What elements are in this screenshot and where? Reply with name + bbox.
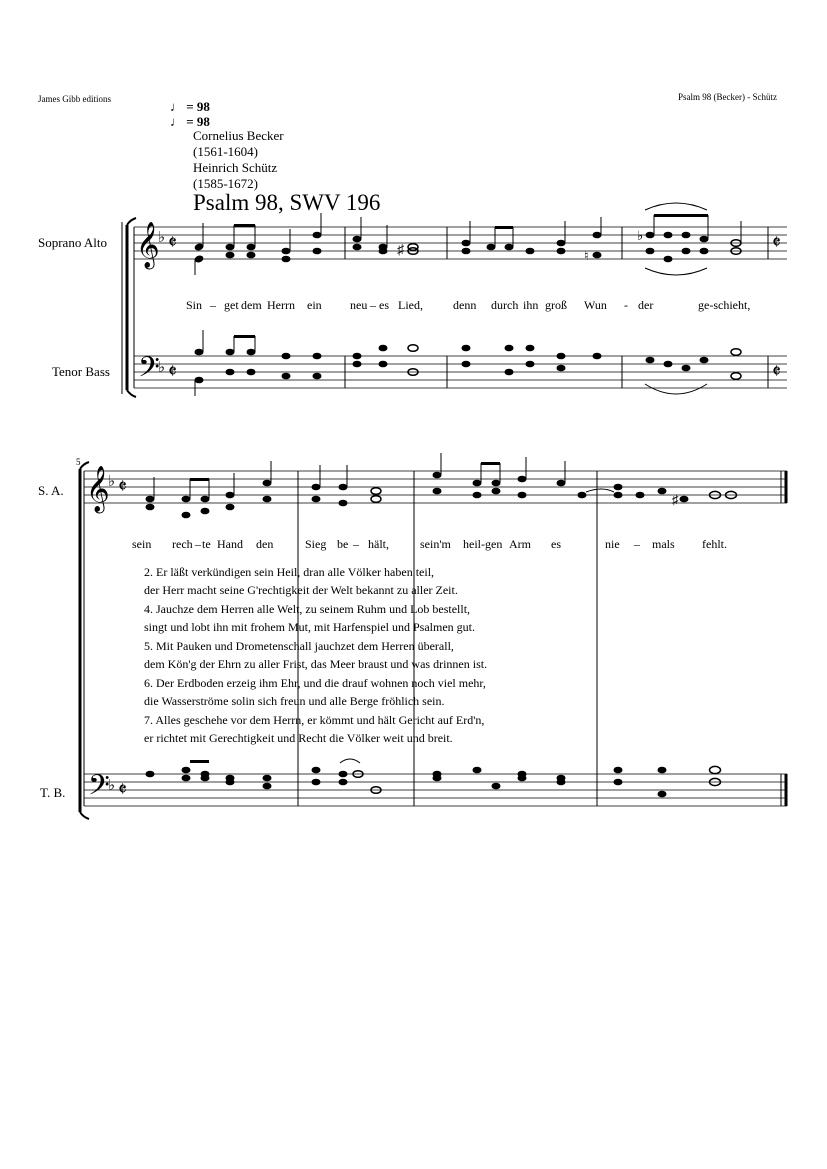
cut-time-icon: 𝄵 (118, 474, 127, 498)
lyric-syllable: den (256, 537, 274, 551)
lyric-syllable: nie (605, 537, 620, 551)
running-title: Psalm 98 (Becker) - Schütz (678, 92, 777, 102)
treble-clef-icon: 𝄞 (86, 466, 110, 512)
verse-line: 4. Jauchze dem Herren alle Welt, zu seinem Ruhm und Lob bestellt, (144, 602, 471, 616)
lyric-syllable: es (379, 298, 389, 312)
cut-time-icon: 𝄵 (118, 777, 127, 801)
verse-line: 2. Er läßt verkündigen sein Heil, dran alle Völker haben teil, (144, 565, 435, 579)
lyric-syllable: hält, (368, 537, 389, 551)
part-name-tb-short: T. B. (40, 785, 66, 800)
lyric-hyphen: – (353, 537, 359, 551)
composer-line: Heinrich Schütz (193, 160, 278, 175)
treble-clef-icon: 𝄞 (136, 222, 160, 268)
flat-icon: ♭ (108, 778, 116, 794)
lyric-syllable: groß (545, 298, 567, 312)
cut-time-icon: 𝄵 (772, 359, 781, 383)
page-title: Psalm 98, SWV 196 (193, 190, 381, 215)
lyric-syllable: neu (350, 298, 368, 312)
verse-line: 7. Alles geschehe vor dem Herrn, er kömmt und hält Gericht auf Erd'n, (144, 713, 485, 727)
flat-icon: ♭ (158, 230, 166, 246)
lyric-hyphen: – (210, 298, 216, 312)
part-name-tenor-bass: Tenor Bass (52, 364, 110, 379)
lyric-syllable: te (202, 537, 211, 551)
tempo-marking: ♩ = 98 (170, 99, 210, 114)
lyric-syllable: Hand (217, 537, 243, 551)
natural-icon: ♮ (584, 248, 589, 263)
lyric-syllable: es (551, 537, 561, 551)
cut-time-icon: 𝄵 (772, 230, 781, 254)
lyric-hyphen: – (634, 537, 640, 551)
tempo-marking: ♩ = 98 (170, 114, 210, 129)
bass-clef-icon: 𝄢 (88, 769, 110, 809)
part-name-sa-short: S. A. (38, 483, 64, 498)
flat-icon: ♭ (637, 228, 644, 243)
verse-line: singt und lobt ihn mit frohem Mut, mit Harfenspiel und Psalmen gut. (144, 619, 475, 634)
verse-line: 6. Der Erdboden erzeig ihm Ehr, und die drauf wohnen noch viel mehr, (144, 676, 486, 690)
flat-icon: ♭ (158, 360, 166, 376)
lyric-syllable: sein (132, 537, 152, 551)
composer-line: Cornelius Becker (193, 128, 284, 143)
lyric-syllable: Wun (584, 298, 607, 312)
lyric-syllable: mals (652, 537, 675, 551)
verse-line: 5. Mit Pauken und Drometenschall jauchzet dem Herren überall, (144, 639, 454, 653)
verse-7 (144, 712, 487, 747)
lyric-syllable: ihn (523, 298, 539, 312)
verse-2 (144, 564, 487, 599)
notes-tb (146, 759, 721, 797)
verse-block (144, 564, 487, 747)
lyric-syllable: denn (453, 298, 477, 312)
notes-soprano-alto (194, 203, 741, 275)
lyric-syllable: sein'm (420, 537, 451, 551)
lyric-syllable: rech (172, 537, 193, 551)
lyric-hyphen: – (195, 537, 201, 551)
verse-4 (144, 601, 487, 636)
measure-number: 5 (76, 457, 81, 467)
cut-time-icon: 𝄵 (168, 230, 177, 254)
lyric-syllable: be (337, 537, 349, 551)
publisher-credit: James Gibb editions (38, 94, 111, 104)
verse-line: er richtet mit Gerechtigkeit und Recht die Völker weit und breit. (144, 730, 453, 745)
sharp-icon: ♯ (672, 492, 679, 507)
verse-5 (144, 638, 487, 673)
lyric-hyphen: - (624, 298, 628, 312)
composer-line: (1561-1604) (193, 144, 258, 159)
lyric-syllable: der (638, 298, 654, 312)
verse-line: die Wasserströme solin sich freun und alle Berge fröhlich sein. (144, 693, 445, 708)
lyric-syllable: get (224, 298, 239, 312)
lyric-hyphen: – (370, 298, 376, 312)
lyric-syllable: Herrn (267, 298, 295, 312)
lyric-syllable: heil-gen (463, 537, 503, 551)
verse-line: der Herr macht seine G'rechtigkeit der Welt bekannt zu aller Zeit. (144, 582, 458, 597)
sharp-icon: ♯ (397, 243, 404, 258)
notes-sa (146, 453, 737, 518)
flat-icon: ♭ (108, 474, 116, 490)
bass-clef-icon: 𝄢 (138, 351, 160, 391)
lyric-syllable: fehlt. (702, 537, 727, 551)
verse-6 (144, 675, 487, 710)
lyric-syllable: durch (491, 298, 519, 312)
lyric-syllable: Sieg (305, 537, 327, 551)
cut-time-icon: 𝄵 (168, 359, 177, 383)
lyric-syllable: Lied, (398, 298, 423, 312)
verse-line: dem Kön'g der Ehrn zu aller Frist, das Meer braust und was drinnen ist. (144, 656, 488, 671)
lyric-syllable: Arm (509, 537, 531, 551)
lyric-syllable: dem (241, 298, 262, 312)
notes-tenor-bass (195, 330, 742, 396)
composer-line: (1585-1672) (193, 176, 258, 191)
lyric-syllable: ge-schieht, (698, 298, 751, 312)
lyric-syllable: Sin (186, 298, 203, 312)
part-name-soprano-alto: Soprano Alto (38, 235, 107, 250)
lyric-syllable: ein (307, 298, 322, 312)
